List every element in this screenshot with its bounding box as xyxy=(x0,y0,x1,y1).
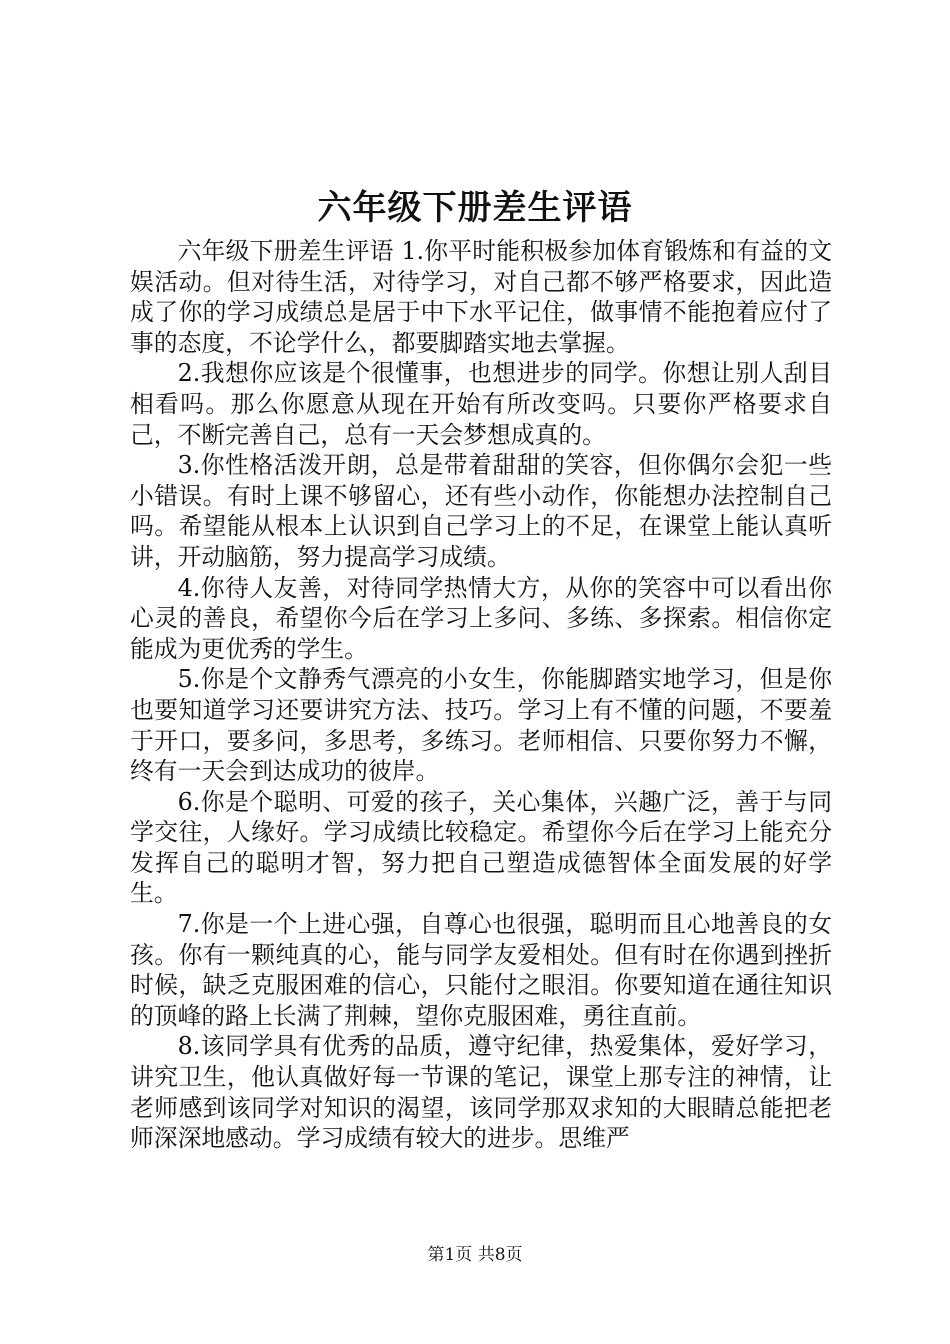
paragraph-6: 6.你是个聪明、可爱的孩子，关心集体，兴趣广泛，善于与同学交往，人缘好。学习成绩比较稳定。希望你今后在学习上能充分发挥自己的聪明才智，努力把自己塑造成德智体全面发展的好学生。 xyxy=(130,787,832,908)
document-body xyxy=(130,236,832,1154)
paragraph-5: 5.你是个文静秀气漂亮的小女生，你能脚踏实地学习，但是你也要知道学习还要讲究方法、技巧。学习上有不懂的问题，不要羞于开口，要多问，多思考，多练习。老师相信、只要你努力不懈，终有一天会到达成功的彼岸。 xyxy=(130,665,832,786)
paragraph-8: 8.该同学具有优秀的品质，遵守纪律，热爱集体，爱好学习，讲究卫生，他认真做好每一节课的笔记，课堂上那专注的神情，让老师感到该同学对知识的渴望，该同学那双求知的大眼睛总能把老师深深地感动。学习成绩有较大的进步。思维严 xyxy=(130,1032,832,1153)
page-number-footer: 第1页 共8页 xyxy=(427,1245,523,1265)
paragraph-2: 2.我想你应该是个很懂事，也想进步的同学。你想让别人刮目相看吗。那么你愿意从现在开始有所改变吗。只要你严格要求自己，不断完善自己，总有一天会梦想成真的。 xyxy=(130,359,832,449)
paragraph-7: 7.你是一个上进心强，自尊心也很强，聪明而且心地善良的女孩。你有一颗纯真的心，能与同学友爱相处。但有时在你遇到挫折时候，缺乏克服困难的信心，只能付之眼泪。你要知道在通往知识的顶峰的路上长满了荆棘，望你克服困难，勇往直前。 xyxy=(130,910,832,1030)
paragraph-3: 3.你性格活泼开朗，总是带着甜甜的笑容，但你偶尔会犯一些小错误。有时上课不够留心，还有些小动作，你能想办法控制自己吗。希望能从根本上认识到自己学习上的不足，在课堂上能认真听讲，开动脑筋，努力提高学习成绩。 xyxy=(130,451,832,571)
document-title: 六年级下册差生评语 xyxy=(317,188,633,228)
paragraph-1: 六年级下册差生评语 1.你平时能积极参加体育锻炼和有益的文娱活动。但对待生活，对待学习，对自己都不够严格要求，因此造成了你的学习成绩总是居于中下水平记住，做事情不能抱着应付了事的态度，不论学什么，都要脚踏实地去掌握。 xyxy=(130,237,832,357)
paragraph-4: 4.你待人友善，对待同学热情大方，从你的笑容中可以看出你心灵的善良，希望你今后在学习上多问、多练、多探索。相信你定能成为更优秀的学生。 xyxy=(130,573,832,663)
